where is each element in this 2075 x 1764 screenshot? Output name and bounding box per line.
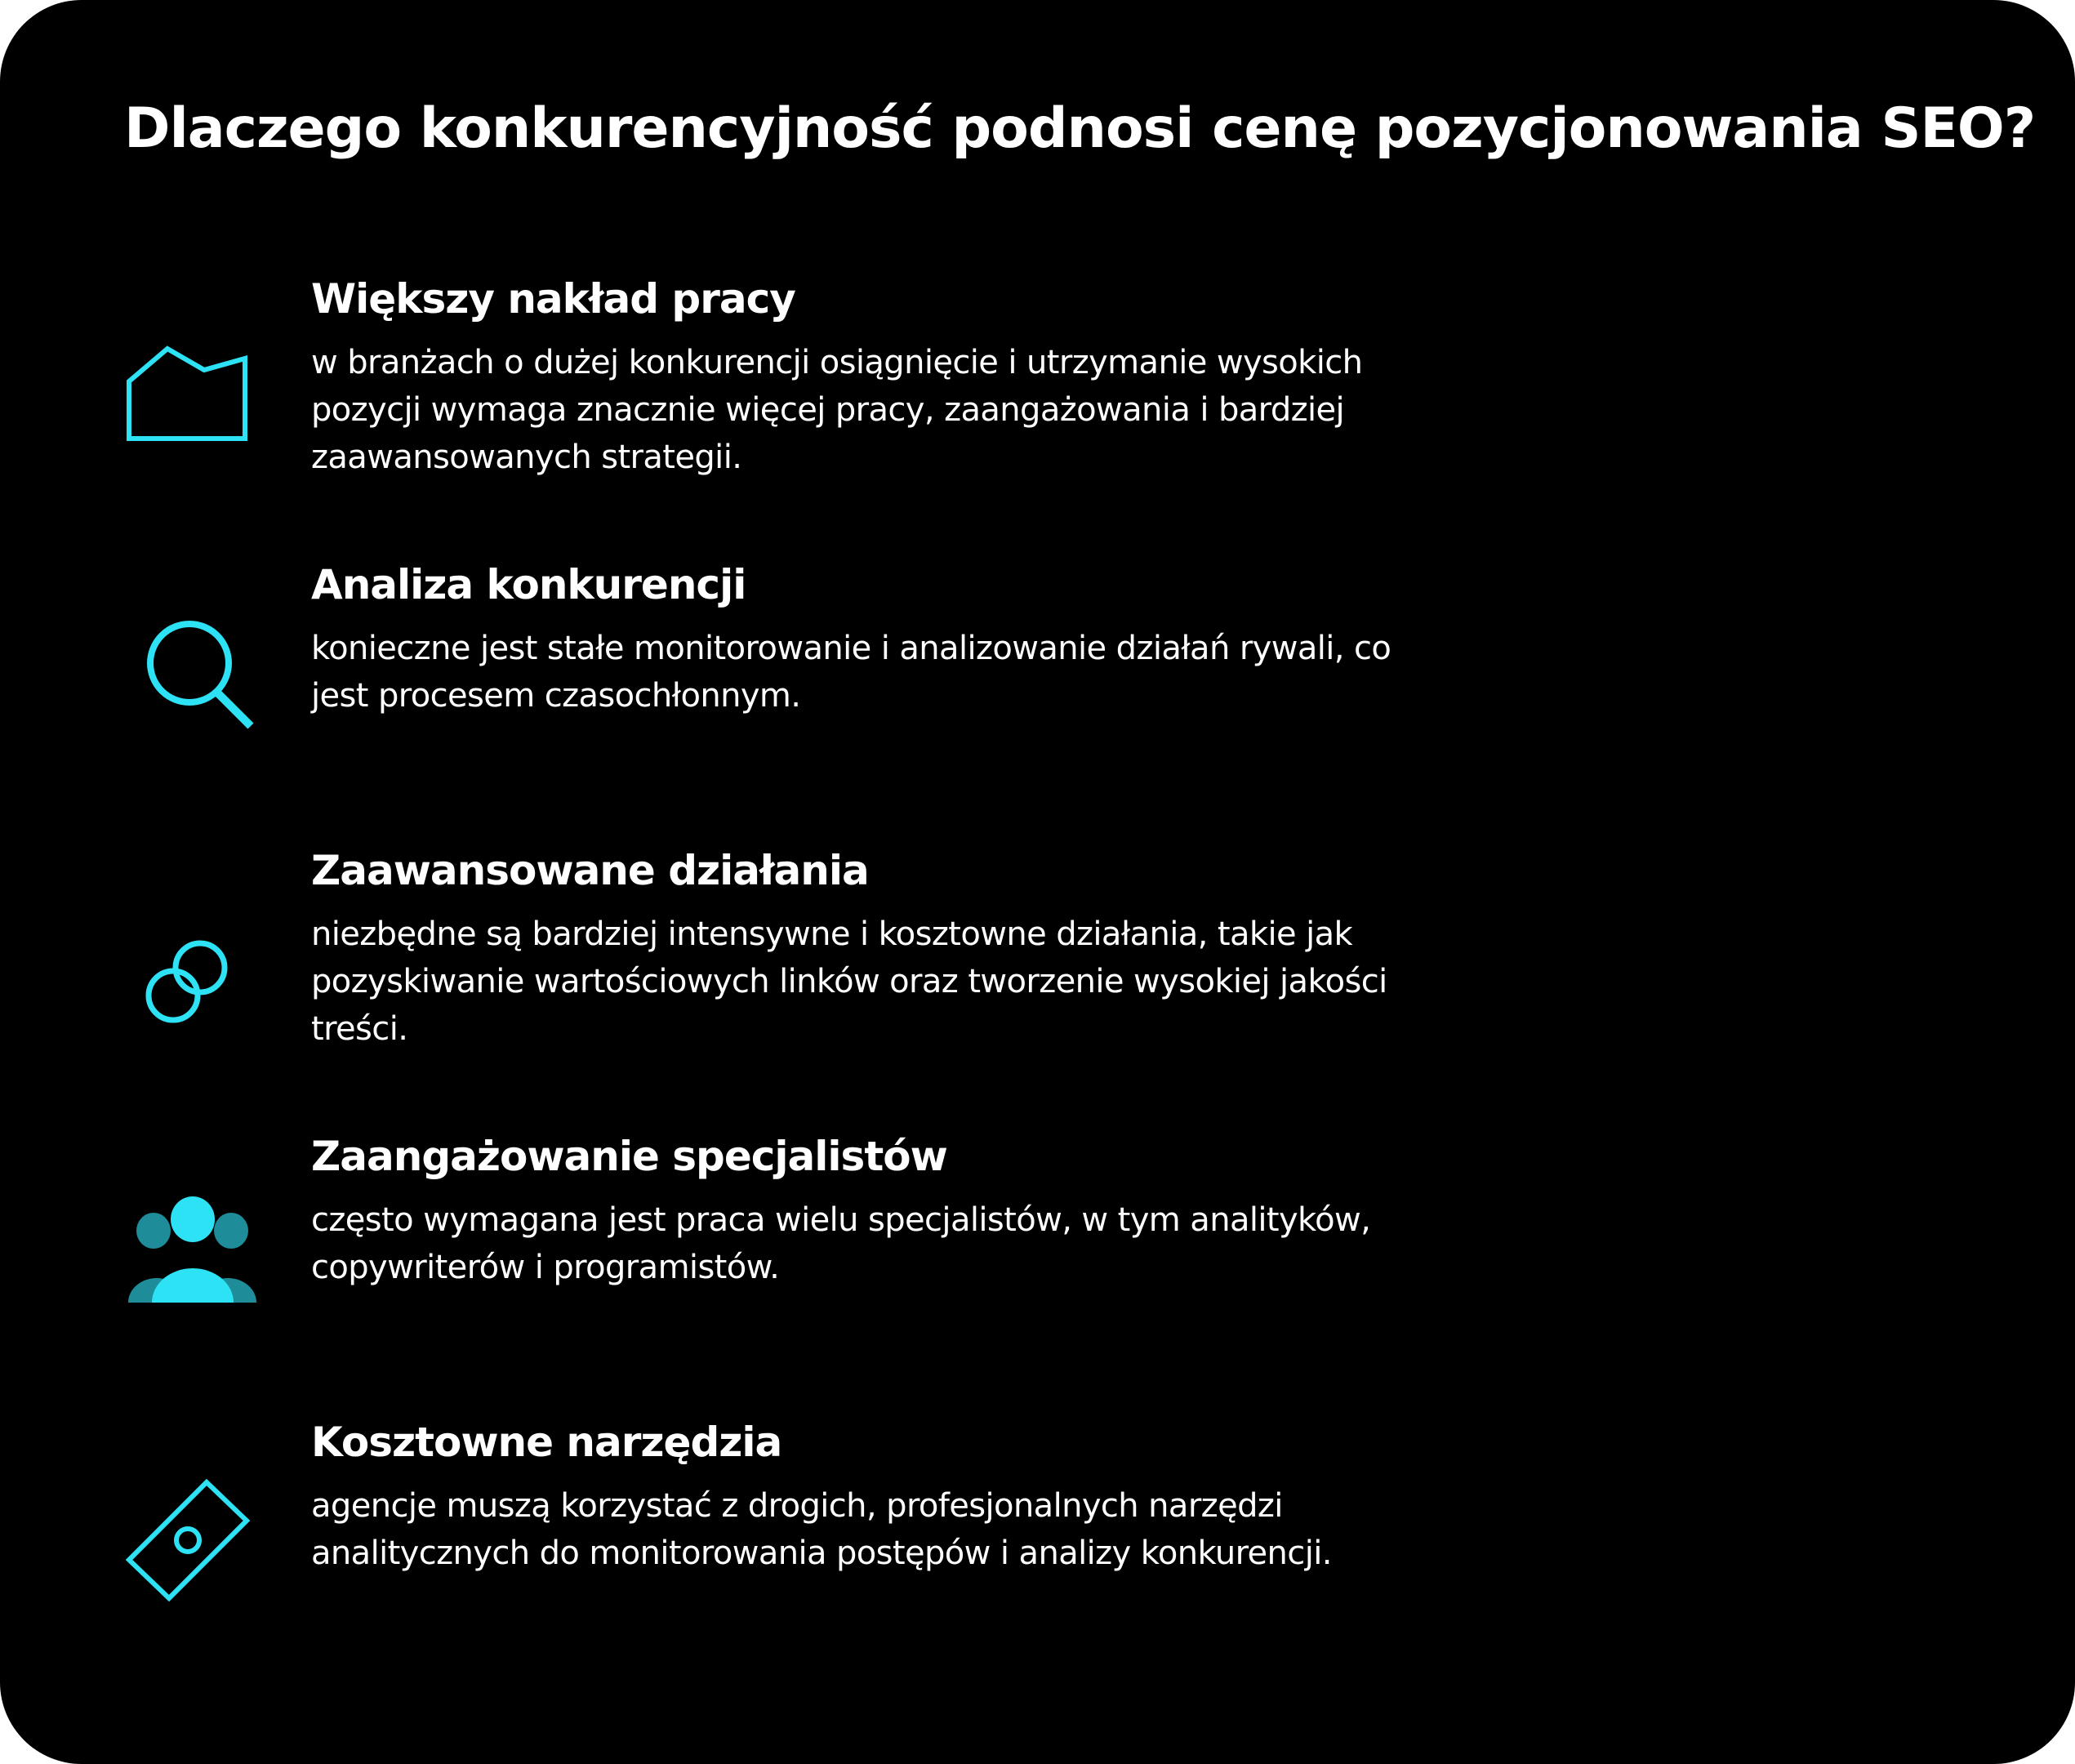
item-text: konieczne jest stałe monitorowanie i analizowanie działań rywali, co jest procesem czasochłonnym. [311, 630, 1391, 715]
item-text: niezbędne są bardziej intensywne i kosztowne działania, takie jak pozyskiwanie wartościowych linków oraz tworzenie wysokiej jakości treści. [311, 915, 1387, 1048]
people-icon [122, 1196, 261, 1303]
item-heading: Zaangażowanie specjalistów [311, 1133, 947, 1180]
item-text: agencje muszą korzystać z drogich, profesjonalnych narzędzi analitycznych do monitorowania postępów i analizy konkurencji. [311, 1487, 1332, 1572]
item-text: w branżach o dużej konkurencji osiągnięcie i utrzymanie wysokich pozycji wymaga znacznie więcej pracy, zaangażowania i bardziej zaawansowanych strategii. [311, 344, 1363, 476]
item-heading: Większy nakład pracy [311, 275, 795, 323]
item-heading: Analiza konkurencji [311, 561, 746, 608]
workload-icon [122, 332, 253, 455]
item-text: często wymagana jest praca wielu specjalistów, w tym analityków, copywriterów i programistów. [311, 1201, 1371, 1286]
money-icon [122, 1476, 253, 1606]
item-heading: Kosztowne narzędzia [311, 1419, 782, 1466]
search-icon [122, 618, 261, 741]
item-heading: Zaawansowane działania [311, 847, 869, 894]
rings-icon [122, 929, 253, 1043]
page-title: Dlaczego konkurencyjność podnosi cenę pozycjonowania SEO? [124, 96, 2036, 161]
